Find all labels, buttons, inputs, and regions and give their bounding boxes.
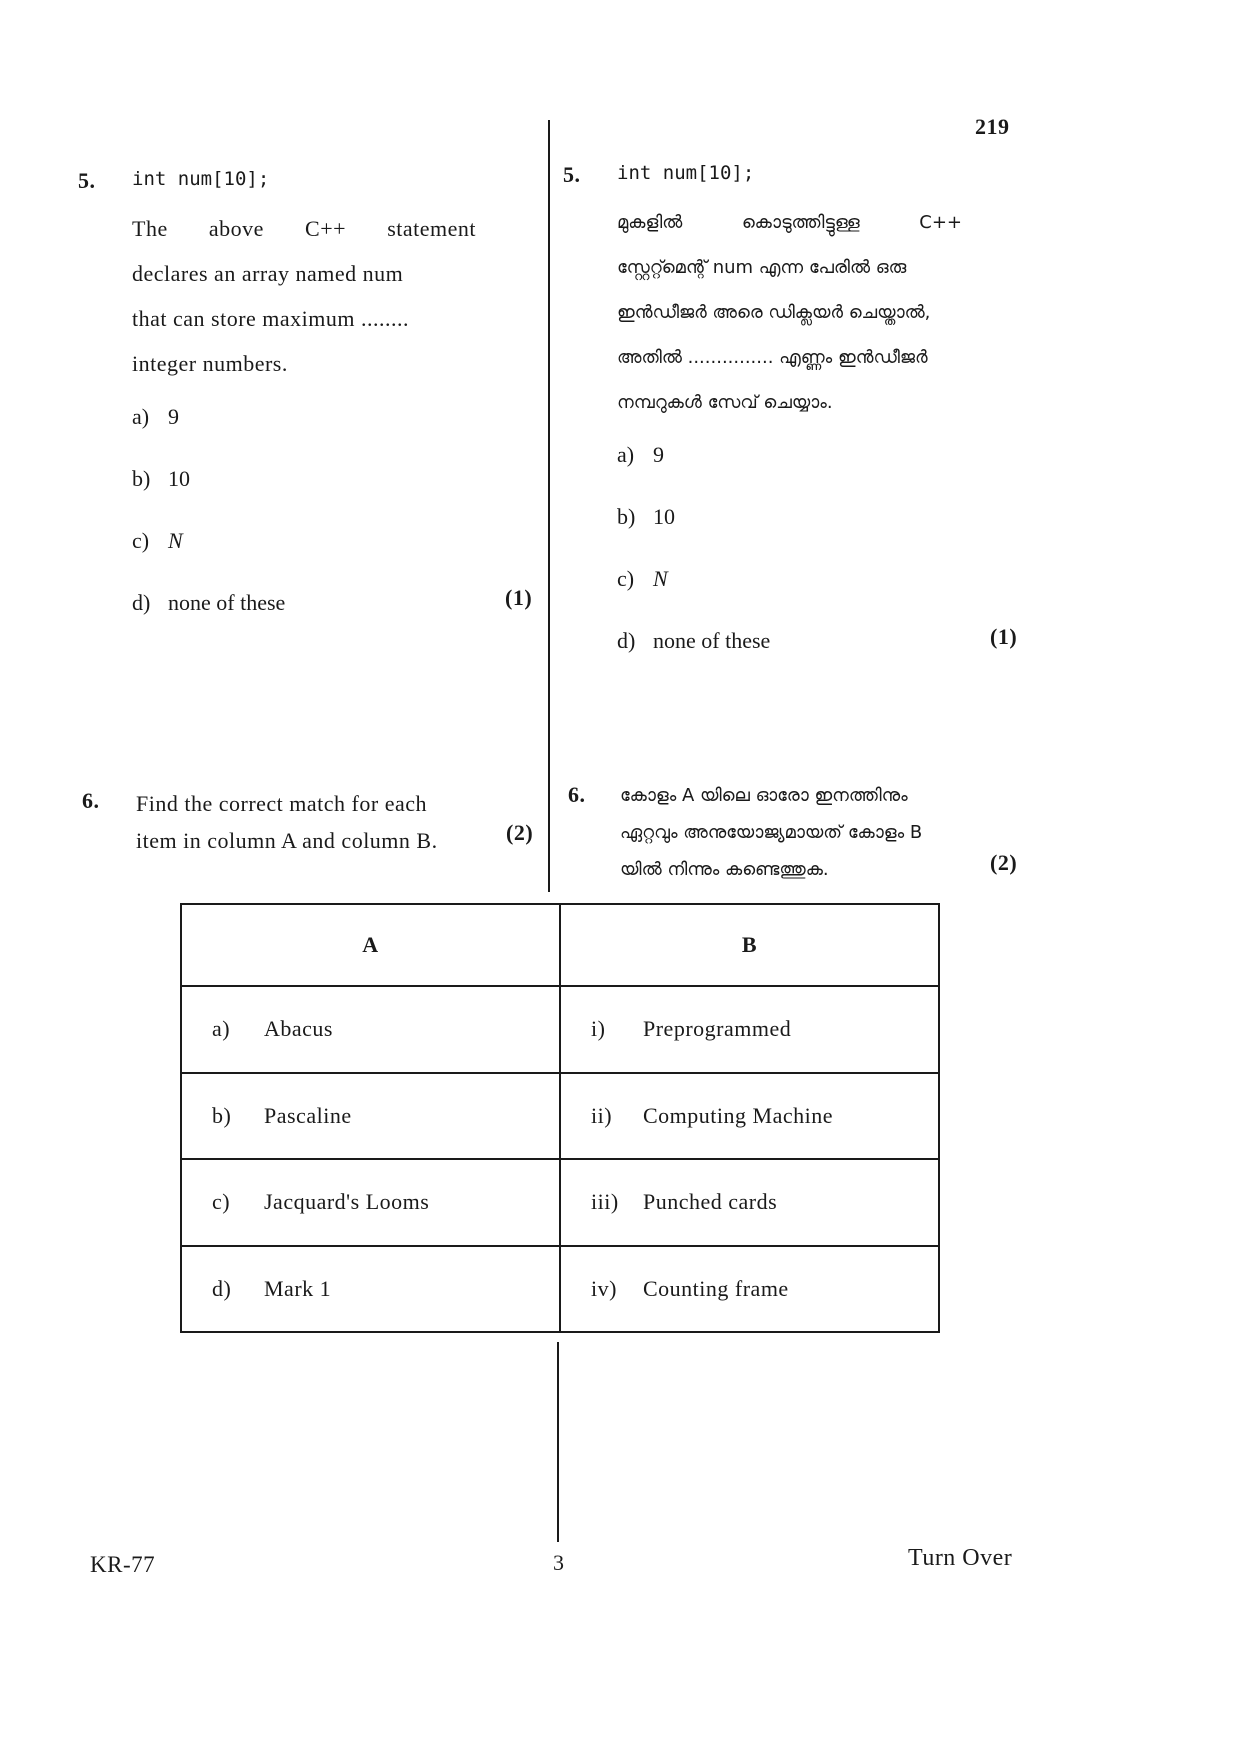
ml-q5-line: നമ്പറുകൾ സേവ് ചെയ്യാം. — [617, 392, 833, 413]
column-divider-top — [548, 120, 550, 892]
column-b-cell: iii) Punched cards — [560, 1159, 939, 1246]
en-q5-line: that can store maximum ........ — [132, 306, 409, 331]
en-q6-marks: (2) — [506, 820, 534, 845]
column-a-cell: c) Jacquard's Looms — [181, 1159, 560, 1246]
ml-q6-number: 6. — [568, 782, 586, 807]
ml-q5-line: അതിൽ ............... എണ്ണം ഇൻഡീജർ — [617, 347, 928, 368]
en-q5-code: int num[10]; — [132, 168, 270, 190]
ml-q5-option-c: c) N — [617, 566, 668, 591]
ml-q5-marks: (1) — [990, 624, 1018, 649]
match-table-header — [181, 904, 939, 986]
column-a-cell: a) Abacus — [181, 986, 560, 1073]
ml-q5-code: int num[10]; — [617, 162, 755, 184]
ml-q6-text — [620, 777, 922, 888]
table-row — [181, 1159, 939, 1246]
en-q5-option-b: b) 10 — [132, 466, 190, 491]
en-q5-line: The above C++ statement — [132, 216, 476, 241]
ml-q5-line: ഇൻഡീജർ അരെ ഡിക്ലയർ ചെയ്താൽ, — [617, 302, 931, 323]
footer-page-number: 3 — [553, 1550, 565, 1575]
ml-q5-option-b: b) 10 — [617, 504, 675, 529]
ml-q5-option-d: d) none of these — [617, 628, 771, 653]
column-b-cell: i) Preprogrammed — [560, 986, 939, 1073]
ml-q5-line: സ്റ്റേറ്റ്മെന്റ് num എന്ന പേരിൽ ഒരു — [617, 257, 907, 278]
ml-q6-marks: (2) — [990, 850, 1018, 875]
en-q5-line: declares an array named num — [132, 261, 404, 286]
en-q5-marks: (1) — [505, 585, 533, 610]
en-q6-line: Find the correct match for each — [136, 791, 427, 816]
column-b-cell: ii) Computing Machine — [560, 1073, 939, 1160]
footer-code: KR-77 — [90, 1552, 156, 1577]
en-q6-number: 6. — [82, 788, 100, 813]
column-divider-bottom — [557, 1342, 559, 1542]
en-q5-option-c: c) N — [132, 528, 183, 553]
ml-q5-number: 5. — [563, 162, 581, 187]
ml-q6-line: ഏറ്റവും അനുയോജ്യമായത് കോളം B — [620, 822, 923, 843]
ml-q5-text — [617, 200, 962, 425]
table-row — [181, 1246, 939, 1333]
column-b-cell: iv) Counting frame — [560, 1246, 939, 1333]
ml-q6-line: കോളം A യിലെ ഓരോ ഇനത്തിനും — [620, 785, 908, 806]
en-q5-text — [132, 206, 476, 386]
ml-q5-option-a: a) 9 — [617, 442, 664, 467]
turn-over-label: Turn Over — [908, 1545, 1013, 1571]
page-code: 219 — [975, 114, 1010, 139]
table-row — [181, 1073, 939, 1160]
column-a-cell: d) Mark 1 — [181, 1246, 560, 1333]
en-q6-line: item in column A and column B. — [136, 828, 438, 853]
en-q6-text — [136, 785, 438, 859]
match-table — [180, 903, 940, 1333]
ml-q5-line: മുകളിൽ കൊടുത്തിട്ടുള്ള C++ — [617, 212, 962, 233]
en-q5-number: 5. — [78, 168, 96, 193]
column-b-header: B — [560, 904, 939, 986]
table-row — [181, 986, 939, 1073]
en-q5-option-d: d) none of these — [132, 590, 286, 615]
en-q5-line: integer numbers. — [132, 351, 288, 376]
en-q5-option-a: a) 9 — [132, 404, 179, 429]
ml-q6-line: യിൽ നിന്നും കണ്ടെത്തുക. — [620, 859, 829, 880]
column-a-header: A — [181, 904, 560, 986]
column-a-cell: b) Pascaline — [181, 1073, 560, 1160]
